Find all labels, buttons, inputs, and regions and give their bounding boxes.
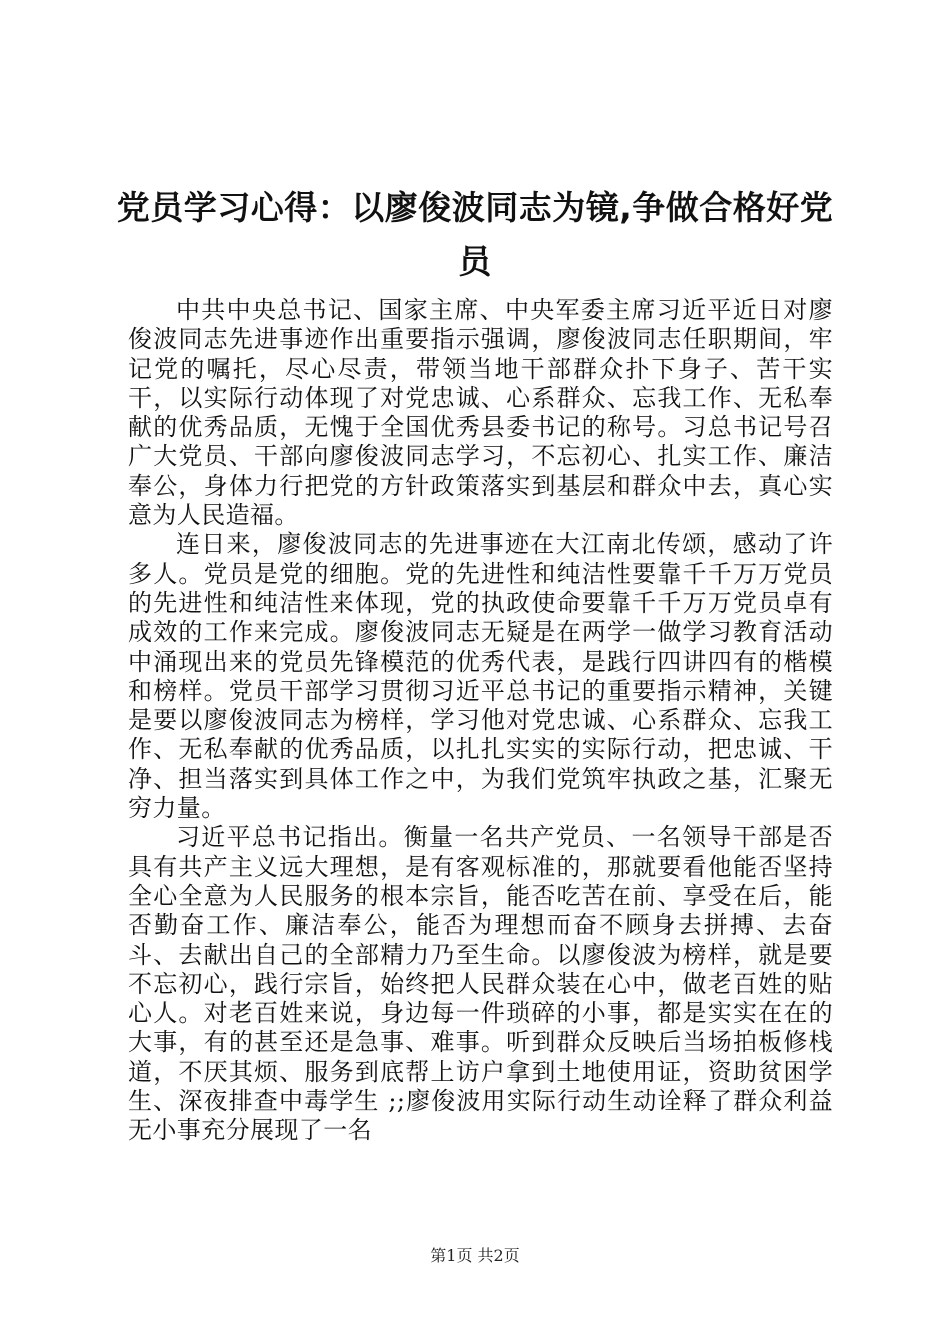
page-footer: 第1页 共2页 (430, 1246, 520, 1265)
paragraph-2: 连日来，廖俊波同志的先进事迹在大江南北传颂，感动了许多人。党员是党的细胞。党的先进性和纯洁性要靠千千万万党员的先进性和纯洁性来体现，党的执政使命要靠千千万万党员卓有成效的工作来完成。廖俊波同志无疑是在两学一做学习教育活动中涌现出来的党员先锋模范的优秀代表，是践行四讲四有的楷模和榜样。党员干部学习贯彻习近平总书记的重要指示精神，关键是要以廖俊波同志为榜样，学习他对党忠诚、心系群众、忘我工作、无私奉献的优秀品质，以扎扎实实的实际行动，把忠诚、干净、担当落实到具体工作之中，为我们党筑牢执政之基，汇聚无穷力量。 (128, 530, 833, 823)
paragraph-3: 习近平总书记指出。衡量一名共产党员、一名领导干部是否具有共产主义远大理想，是有客观标准的，那就要看他能否坚持全心全意为人民服务的根本宗旨，能否吃苦在前、享受在后，能否勤奋工作、廉洁奉公，能否为理想而奋不顾身去拼搏、去奋斗、去献出自己的全部精力乃至生命。以廖俊波为榜样，就是要不忘初心，践行宗旨，始终把人民群众装在心中，做老百姓的贴心人。对老百姓来说，身边每一件琐碎的小事，都是实实在在的大事，有的甚至还是急事、难事。听到群众反映后当场拍板修栈道，不厌其烦、服务到底帮上访户拿到土地使用证，资助贫困学生、深夜排查中毒学生 ;;廖俊波用实际行动生动诠释了群众利益无小事充分展现了一名 (128, 823, 833, 1145)
paragraph-1: 中共中央总书记、国家主席、中央军委主席习近平近日对廖俊波同志先进事迹作出重要指示强调，廖俊波同志任职期间，牢记党的嘱托，尽心尽责，带领当地干部群众扑下身子、苦干实干，以实际行动体现了对党忠诚、心系群众、忘我工作、无私奉献的优秀品质，无愧于全国优秀县委书记的称号。习总书记号召广大党员、干部向廖俊波同志学习，不忘初心、扎实工作、廉洁奉公，身体力行把党的方针政策落实到基层和群众中去，真心实意为人民造福。 (128, 296, 833, 530)
document-title: 党员学习心得：以廖俊波同志为镜,争做合格好党员 (116, 188, 834, 281)
document-body (128, 296, 833, 1146)
